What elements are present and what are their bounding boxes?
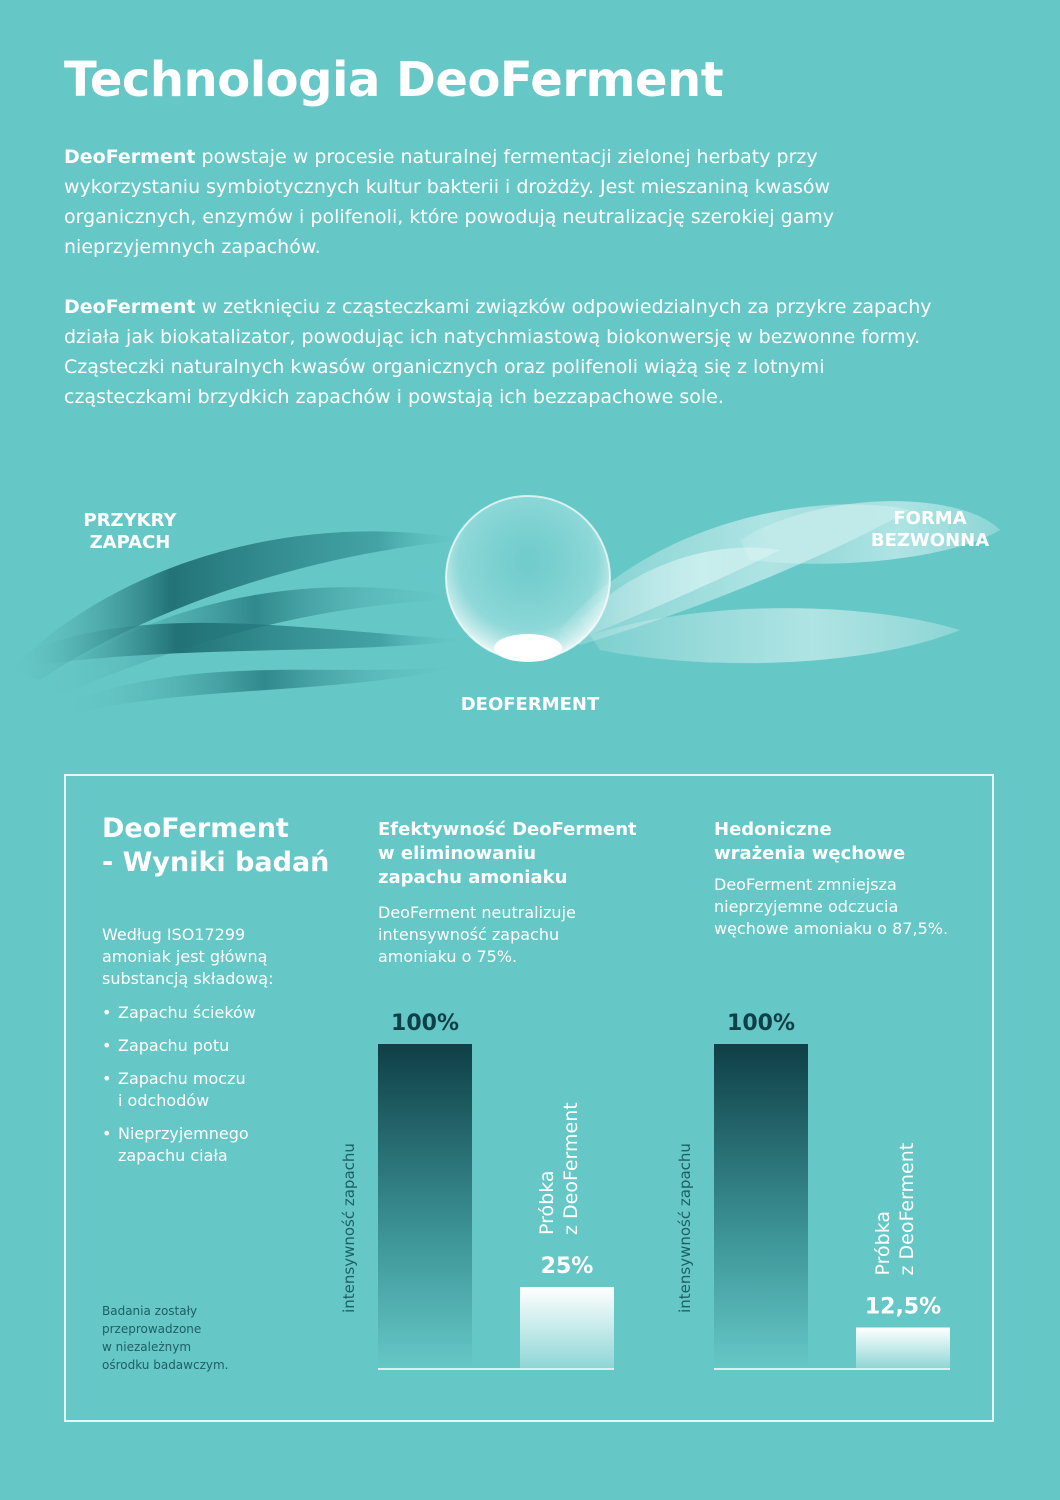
hedonic-bar-chart (666, 1000, 966, 1380)
category-label: Próbka z DeoFerment (872, 1142, 918, 1276)
list-item: • Nieprzyjemnego zapachu ciała (102, 1123, 342, 1167)
efficiency-description: DeoFerment neutralizuje intensywność zapachu amoniaku o 75%. (378, 903, 576, 966)
intro-text: w zetknięciu z cząsteczkami związków odpowiedzialnych za przykre zapachy działa jak biokatalizator, powodując ich natychmiastową biokonwersję w bezwonne formy. Cząsteczki naturalnych kwasów organicznych oraz polifenoli wiążą się z lotnymi cząsteczkami brzydkich zapachów i powstają ich bezzapachowe sole. (64, 296, 932, 408)
data-label: 100% (391, 1011, 459, 1036)
bar-deoferment-sample (520, 1287, 614, 1368)
category-label: Próbka z DeoFerment (536, 1102, 582, 1235)
bar-reference (378, 1044, 472, 1368)
deoferment-label: DEOFERMENT (460, 694, 600, 715)
hedonic-heading: Hedoniczne wrażenia węchowe (714, 819, 906, 864)
data-label: 25% (540, 1254, 594, 1279)
list-item: • Zapachu ścieków (102, 1002, 342, 1024)
odorless-form-label: FORMA BEZWONNA (870, 508, 990, 551)
bar-reference (714, 1044, 808, 1368)
list-item: • Zapachu potu (102, 1035, 342, 1057)
efficiency-bar-chart (330, 1000, 630, 1380)
bar-deoferment-sample (856, 1328, 950, 1369)
intro-text: powstaje w procesie naturalnej fermentacji zielonej herbaty przy wykorzystaniu symbiotycznych kultur bakterii i drożdży. Jest mieszaniną kwasów organicznych, enzymów i polifenoli, które powodują neutralizację szerokiej gamy nieprzyjemnych zapachów. (64, 146, 835, 258)
odor-sources-list (102, 1002, 342, 1178)
efficiency-heading: Efektywność DeoFerment w eliminowaniu zapachu amoniaku (378, 819, 637, 888)
results-title: DeoFerment - Wyniki badań (102, 813, 330, 878)
intro-paragraph-2 (64, 292, 944, 412)
hedonic-description: DeoFerment zmniejsza nieprzyjemne odczucia węchowe amoniaku o 87,5%. (714, 875, 949, 938)
page-title: Technologia DeoFerment (64, 52, 724, 108)
brand-name: DeoFerment (64, 146, 196, 168)
data-label: 12,5% (864, 1294, 942, 1320)
brand-name: DeoFerment (64, 296, 196, 318)
research-footnote: Badania zostały przeprowadzone w niezależnym ośrodku badawczym. (102, 1304, 229, 1372)
iso-text: Według ISO17299 amoniak jest główną substancją składową: (102, 925, 274, 988)
y-axis-label: intensywność zapachu (676, 1143, 694, 1313)
list-item: • Zapachu moczu i odchodów (102, 1068, 342, 1112)
intro-paragraph-1 (64, 142, 944, 262)
unpleasant-odor-label: PRZYKRY ZAPACH (83, 510, 177, 553)
y-axis-label: intensywność zapachu (340, 1143, 358, 1313)
data-label: 100% (727, 1011, 795, 1036)
